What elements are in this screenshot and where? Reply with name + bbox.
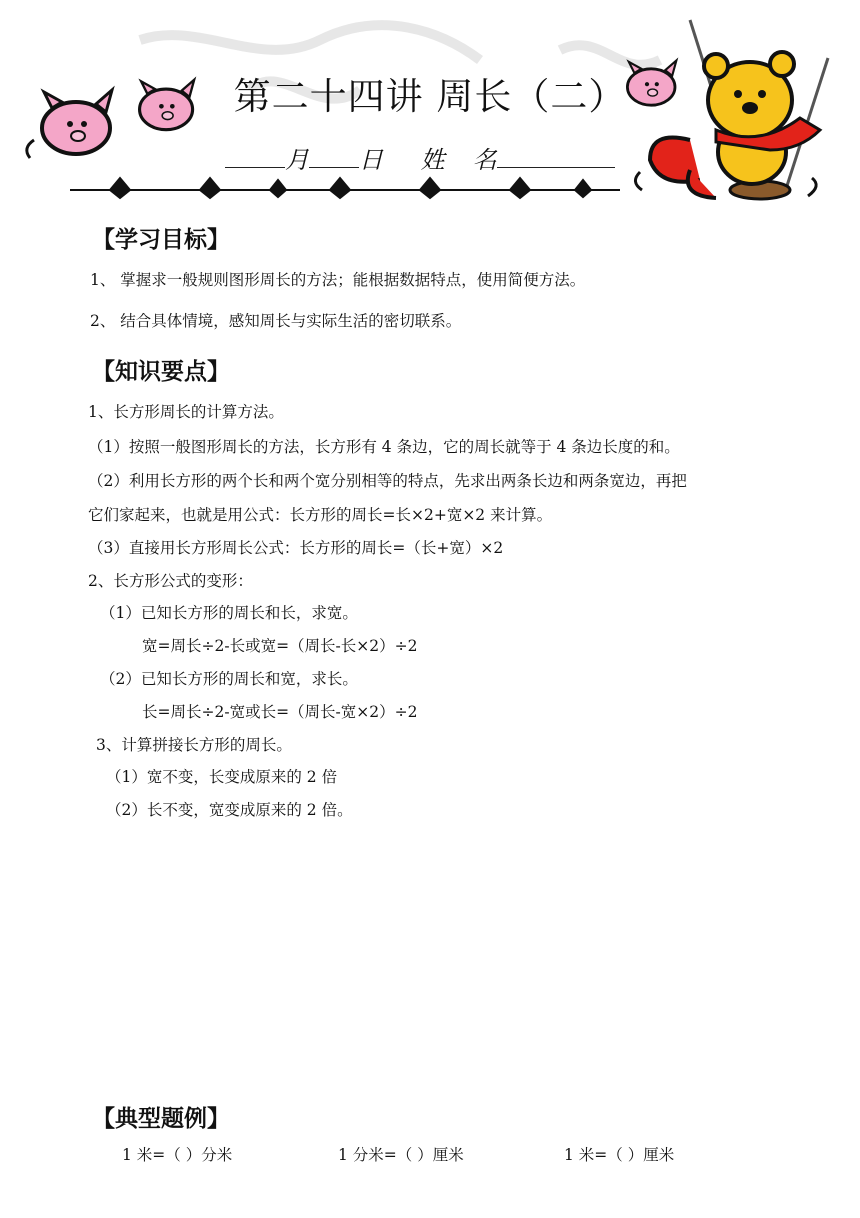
name-label-2: 名 [472,146,497,174]
knowledge-line: （2）长不变，宽变成原来的 2 倍。 [106,801,353,819]
objective-item: 2、 结合具体情境，感知周长与实际生活的密切联系。 [90,312,462,330]
knowledge-line: （1）按照一般图形周长的方法，长方形有 4 条边，它的周长就等于 4 条边长度的和。 [88,438,680,456]
name-blank[interactable] [497,145,615,168]
page-title: 第二十四讲 周长（二） [233,75,627,118]
objective-item: 1、 掌握求一般规则图形周长的方法；能根据数据特点，使用简便方法。 [90,271,586,289]
example-item: 1 米=（ ）分米 [122,1146,233,1164]
knowledge-line: （1）宽不变，长变成原来的 2 倍 [106,768,338,786]
formula-line: 长=周长÷2-宽或长=（周长-宽×2）÷2 [142,703,418,721]
day-blank[interactable] [309,145,359,168]
month-label: 月 [285,146,309,174]
knowledge-line: 1、长方形周长的计算方法。 [88,403,284,421]
knowledge-line: （2）利用长方形的两个长和两个宽分别相等的特点，先求出两条长边和两条宽边，再把 [88,472,687,490]
knowledge-line: 3、计算拼接长方形的周长。 [96,736,292,754]
month-blank[interactable] [225,145,285,168]
leaf-border-icon [70,178,620,198]
knowledge-line: （2）已知长方形的周长和宽，求长。 [100,670,358,688]
date-name-line [225,140,615,175]
formula-line: 宽=周长÷2-长或宽=（周长-长×2）÷2 [142,637,418,655]
name-label-1: 姓 [420,146,445,174]
examples-heading: 【典型题例】 [92,1106,230,1132]
example-item: 1 米=（ ）厘米 [564,1146,675,1164]
objectives-heading: 【学习目标】 [92,227,230,253]
flying-pig-icon [140,80,195,130]
flying-pig-icon [27,90,112,158]
bear-on-swing-icon [635,20,828,199]
knowledge-line: （1）已知长方形的周长和长，求宽。 [100,604,358,622]
knowledge-line: （3）直接用长方形周长公式：长方形的周长=（长+宽）×2 [88,539,504,557]
knowledge-line: 它们家起来，也就是用公式：长方形的周长=长×2+宽×2 来计算。 [88,506,553,524]
knowledge-line: 2、长方形公式的变形： [88,572,253,590]
example-item: 1 分米=（ ）厘米 [338,1146,464,1164]
day-label: 日 [359,146,383,174]
knowledge-heading: 【知识要点】 [92,359,230,385]
